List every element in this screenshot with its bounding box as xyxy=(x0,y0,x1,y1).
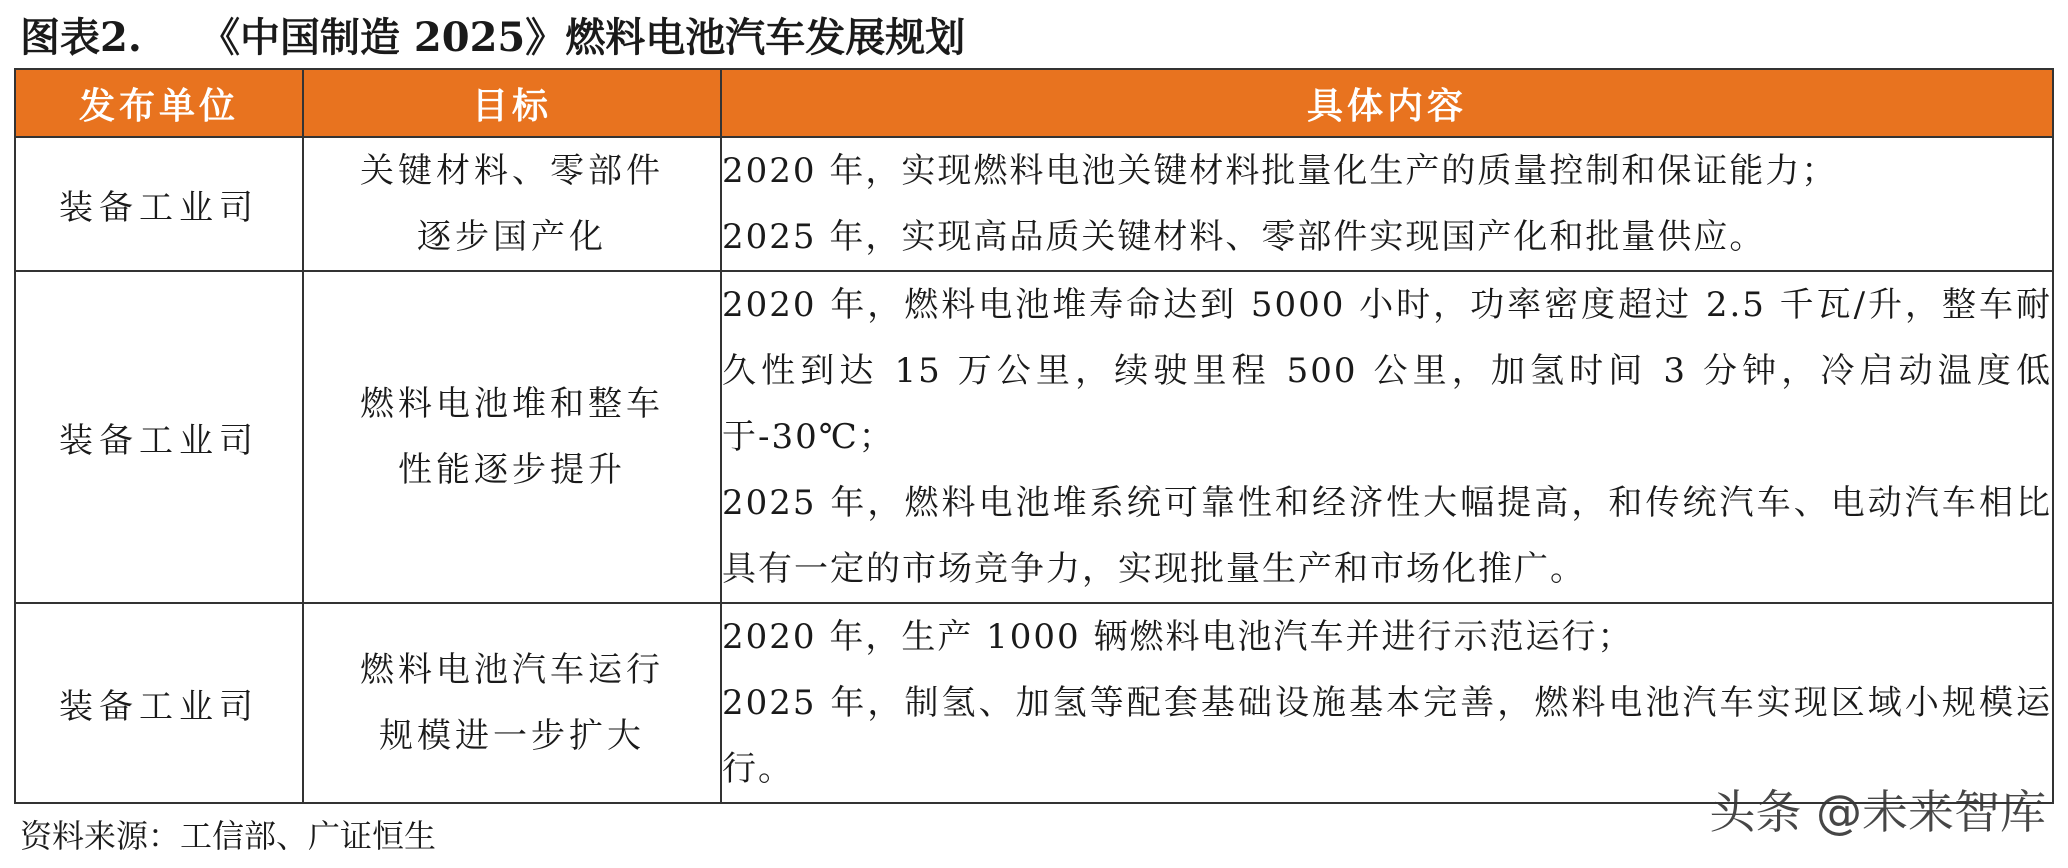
plan-table xyxy=(14,68,2054,804)
figure-title xyxy=(20,8,965,68)
goal-line: 规模进一步扩大 xyxy=(379,716,645,756)
content-paragraph: 2020 年，燃料电池堆寿命达到 5000 小时，功率密度超过 2.5 千瓦/升，整车耐久性到达 15 万公里，续驶里程 500 公里，加氢时间 3 分钟，冷启动温度低于-30℃； xyxy=(722,285,2052,457)
goal-line: 燃料电池堆和整车 xyxy=(360,384,664,424)
header-goal: 目标 xyxy=(303,69,721,137)
goal-cell xyxy=(303,603,721,803)
table-header-row xyxy=(15,69,2053,137)
table-row xyxy=(15,603,2053,803)
figure-number: 图表2. xyxy=(20,14,142,61)
content-paragraph: 2025 年，制氢、加氢等配套基础设施基本完善，燃料电池汽车实现区域小规模运行。 xyxy=(722,683,2052,789)
content-cell xyxy=(721,271,2053,603)
goal-line: 性能逐步提升 xyxy=(398,450,626,490)
content-paragraph: 2025 年，实现高品质关键材料、零部件实现国产化和批量供应。 xyxy=(722,217,1766,257)
goal-line: 逐步国产化 xyxy=(417,217,607,257)
content-cell xyxy=(721,603,2053,803)
table-row xyxy=(15,137,2053,271)
goal-line: 关键材料、零部件 xyxy=(360,151,664,191)
figure-title-text: 《中国制造 2025》燃料电池汽车发展规划 xyxy=(200,14,966,61)
content-paragraph: 2020 年，生产 1000 辆燃料电池汽车并进行示范运行； xyxy=(722,617,1634,657)
header-publisher: 发布单位 xyxy=(15,69,303,137)
goal-cell xyxy=(303,271,721,603)
watermark: 头条 @未来智库 xyxy=(1709,785,2046,839)
publisher-cell: 装备工业司 xyxy=(15,271,303,603)
goal-cell xyxy=(303,137,721,271)
publisher-cell: 装备工业司 xyxy=(15,603,303,803)
publisher-cell: 装备工业司 xyxy=(15,137,303,271)
header-content: 具体内容 xyxy=(721,69,2053,137)
content-cell xyxy=(721,137,2053,271)
source-note: 资料来源：工信部、广证恒生 xyxy=(20,817,437,855)
table-row xyxy=(15,271,2053,603)
content-paragraph: 2025 年，燃料电池堆系统可靠性和经济性大幅提高，和传统汽车、电动汽车相比具有一定的市场竞争力，实现批量生产和市场化推广。 xyxy=(722,483,2052,589)
content-paragraph: 2020 年，实现燃料电池关键材料批量化生产的质量控制和保证能力； xyxy=(722,151,1838,191)
goal-line: 燃料电池汽车运行 xyxy=(360,650,664,690)
